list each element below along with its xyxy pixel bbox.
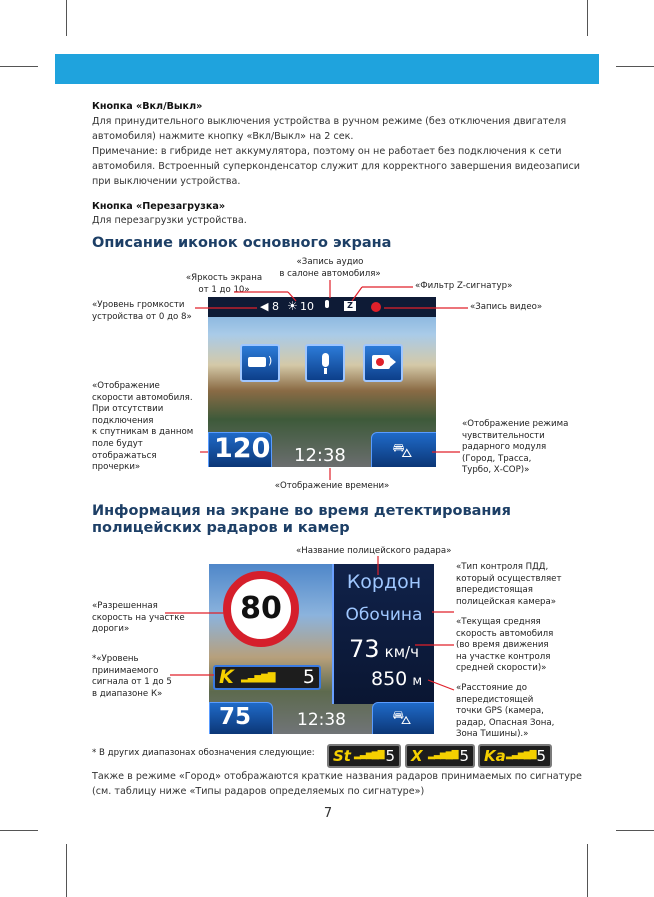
microphone-button[interactable] bbox=[305, 344, 345, 382]
signal-bars-icon: ▂▃▅▆▇ bbox=[241, 672, 275, 683]
avg-speed-unit: км/ч bbox=[384, 643, 419, 661]
label-time-display: «Отображение времени» bbox=[274, 481, 390, 491]
highway-mode-icon: ⛍ bbox=[392, 707, 412, 729]
microphone-stand bbox=[324, 368, 327, 374]
power-button-text: Примечание: в гибриде нет аккумулятора, поэтому он не работает без подключения к сети bbox=[92, 146, 562, 157]
crop-mark bbox=[0, 66, 38, 67]
control-type: Обочина bbox=[345, 605, 423, 625]
power-button-text: автомобиля. Встроенный суперконденсатор служит для корректного завершения видеозаписи bbox=[92, 161, 581, 172]
crop-mark bbox=[587, 844, 588, 897]
band-letter: Ka bbox=[484, 747, 506, 765]
vehicle-speed: 120 bbox=[214, 433, 271, 464]
signal-level: 5 bbox=[302, 666, 315, 688]
section-title-radar-info: Информация на экране во время детектирования полицейских радаров и камер bbox=[92, 503, 511, 536]
radar-screen-illustration bbox=[209, 564, 434, 734]
band-chip-x bbox=[405, 744, 475, 768]
label-video-record: «Запись видео» bbox=[470, 302, 543, 312]
header-bar bbox=[55, 54, 599, 84]
label-brightness: «Яркость экрана от 1 до 10» bbox=[185, 273, 263, 295]
video-record-button[interactable] bbox=[363, 344, 403, 382]
label-signal-level: *«Уровень принимаемого сигнала от 1 до 5 в диапазоне К» bbox=[92, 654, 172, 699]
avg-speed-value: 73 bbox=[349, 635, 380, 663]
section-title-main-screen: Описание иконок основного экрана bbox=[92, 235, 392, 251]
band-letter: St bbox=[333, 747, 351, 765]
speed-limit-value: 80 bbox=[240, 591, 282, 626]
radar-mode-panel[interactable] bbox=[371, 432, 436, 467]
crop-mark bbox=[587, 0, 588, 36]
signal-band-indicator bbox=[213, 665, 321, 690]
camera-speed-button[interactable] bbox=[240, 344, 280, 382]
label-z-filter: «Фильтр Z-сигнатур» bbox=[415, 281, 513, 291]
label-control-type: «Тип контроля ПДД, который осуществляет впередистоящая полицейская камера» bbox=[456, 562, 562, 607]
highway-mode-icon: ⛍ bbox=[392, 438, 413, 462]
signal-bars-icon: ▂▃▅▆▇ bbox=[428, 750, 458, 760]
distance-row bbox=[371, 667, 422, 691]
power-button-text: при выключении устройства. bbox=[92, 176, 241, 187]
band-level: 5 bbox=[459, 747, 469, 765]
label-volume: «Уровень громкости устройства от 0 до 8» bbox=[92, 300, 192, 322]
distance-unit: м bbox=[412, 674, 423, 689]
band-chip-st bbox=[327, 744, 401, 768]
main-screen-illustration bbox=[208, 297, 436, 467]
clock-time: 12:38 bbox=[294, 445, 346, 466]
record-dot-icon bbox=[371, 302, 381, 312]
power-button-text: автомобиля) нажмите кнопку «Вкл/Выкл» на 2 сек. bbox=[92, 131, 354, 142]
speaker-icon: ◀ bbox=[260, 300, 269, 313]
crop-mark bbox=[66, 844, 67, 897]
band-letter: K bbox=[219, 666, 234, 688]
avg-speed-row bbox=[349, 635, 419, 663]
microphone-icon bbox=[322, 353, 329, 367]
bottom-note: Также в режиме «Город» отображаются краткие названия радаров принимаемых по сигнатуре bbox=[92, 771, 582, 782]
band-level: 5 bbox=[536, 747, 546, 765]
record-dot-icon bbox=[376, 358, 384, 366]
reboot-button-text: Для перезагрузки устройства. bbox=[92, 215, 247, 226]
distance-value: 850 bbox=[371, 668, 408, 690]
signal-waves-icon: ) bbox=[268, 354, 273, 367]
brightness-value: 10 bbox=[300, 300, 314, 313]
band-level: 5 bbox=[385, 747, 395, 765]
radar-mode-panel[interactable] bbox=[372, 702, 434, 734]
power-button-text: Для принудительного выключения устройства в ручном режиме (без отключения двигателя bbox=[92, 116, 567, 127]
label-speed-display: «Отображение скорости автомобиля. При отсутствии подключения к спутникам в данном поле будут отображаться прочерки» bbox=[92, 381, 194, 473]
crop-mark bbox=[616, 830, 654, 831]
power-button-title: Кнопка «Вкл/Выкл» bbox=[92, 101, 203, 112]
camera-icon bbox=[248, 357, 266, 367]
signal-bars-icon: ▂▃▅▆▇ bbox=[506, 750, 536, 760]
lens-icon bbox=[390, 357, 396, 367]
band-footnote: * В других диапазонах обозначения следующие: bbox=[92, 748, 315, 758]
brightness-icon: ☀ bbox=[287, 299, 298, 313]
clock-time: 12:38 bbox=[297, 710, 346, 730]
label-distance: «Расстояние до впередистоящей точки GPS (камера, радар, Опасная Зона, Зона Тишины).» bbox=[456, 683, 555, 740]
reboot-button-title: Кнопка «Перезагрузка» bbox=[92, 201, 226, 212]
bottom-note: (см. таблицу ниже «Типы радаров определяемых по сигнатуре») bbox=[92, 786, 425, 797]
status-bar bbox=[208, 297, 436, 317]
microphone-small-icon bbox=[325, 300, 329, 308]
label-radar-mode: «Отображение режима чувствительности радарного модуля (Город, Трасса, Турбо, Х-СОР)» bbox=[462, 419, 569, 476]
crop-mark bbox=[0, 830, 38, 831]
label-average-speed: «Текущая средняя скорость автомобиля (во время движения на участке контроля средней скорости)» bbox=[456, 617, 554, 674]
label-allowed-speed: «Разрешенная скорость на участке дороги» bbox=[92, 601, 185, 635]
label-radar-name: «Название полицейского радара» bbox=[296, 546, 452, 556]
label-audio-record: «Запись аудио в салоне автомобиля» bbox=[279, 257, 381, 279]
crop-mark bbox=[616, 66, 654, 67]
vehicle-speed: 75 bbox=[219, 704, 252, 730]
band-letter: X bbox=[411, 747, 423, 765]
band-chip-ka bbox=[478, 744, 552, 768]
signal-bars-icon: ▂▃▅▆▇ bbox=[354, 750, 384, 760]
page-number: 7 bbox=[323, 806, 333, 821]
radar-name: Кордон bbox=[346, 571, 422, 593]
volume-value: 8 bbox=[272, 300, 279, 313]
crop-mark bbox=[66, 0, 67, 36]
z-filter-icon: Z bbox=[344, 301, 356, 311]
